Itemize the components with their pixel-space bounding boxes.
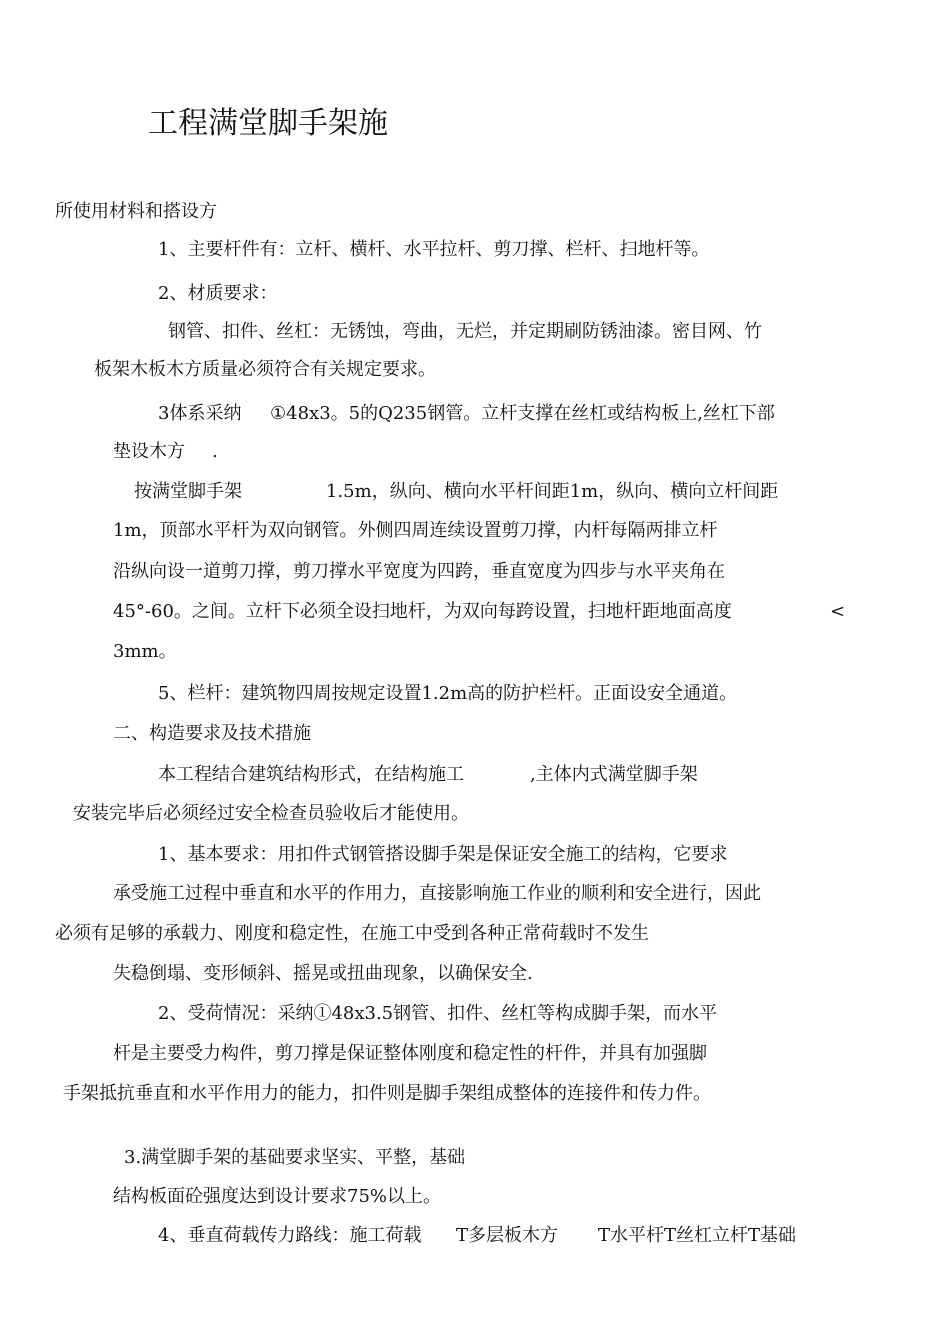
paragraph-fragment: < <box>830 601 846 622</box>
paragraph-line: 杆是主要受力构件，剪刀撑是保证整体刚度和稳定性的杆件，并具有加强脚 <box>113 1043 707 1064</box>
paragraph-line: 1m，顶部水平杆为双向钢管。外侧四周连续设置剪刀撑，内杆每隔两排立杆 <box>113 520 718 541</box>
paragraph-line: 必须有足够的承载力、刚度和稳定性，在施工中受到各种正常荷载时不发生 <box>55 923 649 944</box>
paragraph-line: 2、受荷情况：采纳①48x3.5钢管、扣件、丝杠等构成脚手架，而水平 <box>158 1003 718 1024</box>
paragraph-line: 本工程结合建筑结构形式，在结构施工 <box>158 764 464 785</box>
paragraph-line: 4、垂直荷载传力路线：施工荷载 <box>158 1225 422 1246</box>
paragraph-line: 2、材质要求： <box>158 283 278 304</box>
paragraph-line: 5、栏杆：建筑物四周按规定设置1.2m高的防护栏杆。正面设安全通道。 <box>158 683 738 704</box>
paragraph-line: 1、主要杆件有：立杆、横杆、水平拉杆、剪刀撑、栏杆、扫地杆等。 <box>158 239 710 260</box>
document-title: 工程满堂脚手架施 <box>148 106 388 141</box>
paragraph-fragment: . <box>212 441 218 462</box>
paragraph-fragment: T水平杆T丝杠立杆T基础 <box>598 1225 797 1246</box>
paragraph-fragment: T多层板木方 <box>456 1225 559 1246</box>
paragraph-line: 承受施工过程中垂直和水平的作用力，直接影响施工作业的顺利和安全进行，因此 <box>113 883 761 904</box>
paragraph-line: 1.5m，纵向、横向水平杆间距1m，纵向、横向立杆间距 <box>326 481 779 502</box>
paragraph-line: 45°-60。之间。立杆下必须全设扫地杆，为双向每跨设置，扫地杆距地面高度 <box>113 601 732 622</box>
paragraph-line: 3mm。 <box>113 641 177 662</box>
paragraph-line: 结构板面砼强度达到设计要求75%以上。 <box>113 1186 442 1207</box>
paragraph-line: 3.满堂脚手架的基础要求坚实、平整，基础 <box>124 1147 466 1168</box>
paragraph-line: 板架木板木方质量必须符合有关规定要求。 <box>94 359 436 380</box>
section-heading-construction: 二、构造要求及技术措施 <box>113 723 311 744</box>
paragraph-line: 钢管、扣件、丝杠：无锈蚀，弯曲，无烂，并定期刷防锈油漆。密目网、竹 <box>168 321 762 342</box>
paragraph-line: 垫设木方 <box>113 441 185 462</box>
paragraph-line: 1、基本要求：用扣件式钢管搭设脚手架是保证安全施工的结构，它要求 <box>158 844 728 865</box>
paragraph-line: 按满堂脚手架 <box>134 481 242 502</box>
paragraph-line: 安装完毕后必须经过安全检查员验收后才能使用。 <box>73 803 469 824</box>
paragraph-line: 手架抵抗垂直和水平作用力的能力，扣件则是脚手架组成整体的连接件和传力件。 <box>63 1083 711 1104</box>
paragraph-line: 3体系采纳 <box>158 403 242 424</box>
paragraph-line: 失稳倒塌、变形倾斜、摇晃或扭曲现象，以确保安全. <box>113 963 533 984</box>
paragraph-line: ①48x3。5的Q235钢管。立杆支撑在丝杠或结构板上,丝杠下部 <box>270 403 775 424</box>
paragraph-line: ,主体内式满堂脚手架 <box>530 764 698 785</box>
paragraph-line: 沿纵向设一道剪刀撑，剪刀撑水平宽度为四跨，垂直宽度为四步与水平夹角在 <box>113 561 725 582</box>
section-heading-materials: 所使用材料和搭设方 <box>55 201 217 222</box>
